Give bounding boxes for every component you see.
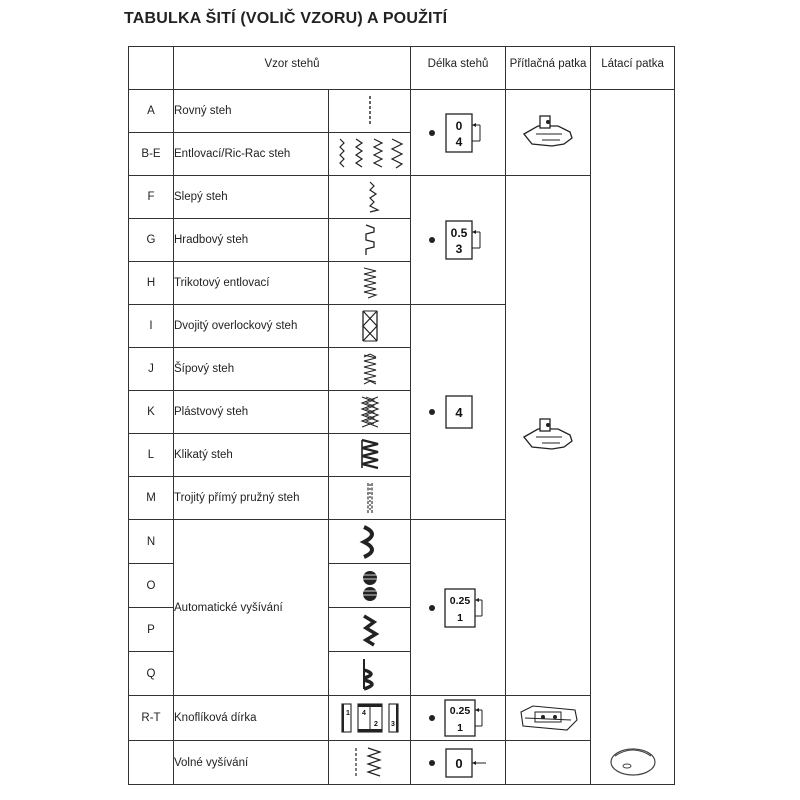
length-top-value: 0.25 [449,705,471,717]
stitch-cell [329,219,411,262]
stitch-cell [329,741,411,785]
length-cell [411,520,506,696]
satin-step-icon [358,656,382,692]
stitch-cell [329,520,411,564]
buttonhole-foot-cell [506,696,591,741]
buttonhole-step-label: 4 [361,710,366,717]
length-dial-icon [418,696,498,740]
table-row [129,90,675,133]
stitch-cell [329,348,411,391]
stitch-cell [329,564,411,608]
buttonhole-foot-icon [513,700,583,736]
length-cell [411,90,506,176]
row-letter: M [129,477,174,520]
row-name-group: Automatické vyšívání [174,520,329,696]
stitch-chart-table [128,46,675,785]
straight-stitch-icon [360,94,380,128]
stitch-cell [329,305,411,348]
row-letter: F [129,176,174,219]
darning-foot-column [591,90,675,785]
length-cell [411,741,506,785]
buttonhole-step-label: 1 [345,710,350,717]
row-letter: J [129,348,174,391]
length-top-value: 0.25 [449,594,471,607]
length-top-value: 0.5 [450,226,468,240]
buttonhole-icon [338,700,402,736]
triple-straight-icon [358,481,382,515]
row-letter: P [129,608,174,652]
row-name: Knoflíková dírka [174,696,329,741]
stitch-cell [329,434,411,477]
row-letter: H [129,262,174,305]
length-bottom-value: 4 [455,134,463,149]
header-presser-foot: Přítlačná patka [506,47,591,90]
satin-wave-icon [358,612,382,648]
row-name: Entlovací/Ric-Rac steh [174,133,329,176]
row-name: Trojitý přímý pružný steh [174,477,329,520]
length-bottom-value: 1 [457,722,463,734]
buttonhole-step-label: 3 [390,721,395,728]
header-length: Délka stehů [411,47,506,90]
presser-foot-cell [506,90,591,176]
row-name: Klikatý steh [174,434,329,477]
stitch-cell [329,90,411,133]
row-name: Trikotový entlovací [174,262,329,305]
length-cell [411,176,506,305]
honeycomb-stitch-icon [358,395,382,429]
length-dial-icon [418,108,498,158]
row-letter: Q [129,652,174,696]
row-letter: G [129,219,174,262]
stitch-cell [329,608,411,652]
stitch-cell [329,391,411,434]
row-letter: B-E [129,133,174,176]
double-overlock-icon [358,309,382,343]
length-bottom-value: 1 [457,611,463,624]
arrow-stitch-icon [358,352,382,386]
row-letter: K [129,391,174,434]
row-name: Šípový steh [174,348,329,391]
empty-foot-cell [506,741,591,785]
row-name: Plástvový steh [174,391,329,434]
crooked-stitch-icon [358,438,382,472]
header-letter-cell [129,47,174,90]
row-name: Hradbový steh [174,219,329,262]
header-pattern: Vzor stehů [174,47,411,90]
length-top-value: 0 [455,118,463,133]
zigzag-set-icon [332,137,408,171]
tricot-zigzag-icon [358,266,382,300]
presser-foot-icon [518,415,578,457]
row-letter: I [129,305,174,348]
presser-foot-cell [506,176,591,696]
stitch-cell [329,652,411,696]
row-name: Slepý steh [174,176,329,219]
free-motion-icon [348,745,392,781]
row-letter: R-T [129,696,174,741]
length-dial-icon [418,215,498,265]
length-dial-icon [418,743,498,783]
length-value: 4 [455,405,463,420]
header-darning-foot: Látací patka [591,47,675,90]
blind-stitch-icon [358,180,382,214]
page-title: TABULKA ŠITÍ (VOLIČ VZORU) A POUŽITÍ [124,10,448,27]
row-name: Volné vyšívání [174,741,329,785]
buttonhole-step-label: 2 [373,721,378,728]
row-letter [129,741,174,785]
length-bottom-value: 3 [455,242,463,256]
header-row [129,47,675,90]
row-letter: L [129,434,174,477]
row-letter: O [129,564,174,608]
length-dial-icon [418,583,498,633]
satin-oval-icon [358,568,382,604]
stitch-cell [329,133,411,176]
darning-foot-icon [591,740,675,784]
stitch-cell [329,262,411,305]
stitch-cell [329,477,411,520]
stitch-cell [329,696,411,741]
length-cell [411,305,506,520]
row-name: Rovný steh [174,90,329,133]
length-cell [411,696,506,741]
row-letter: A [129,90,174,133]
length-dial-icon [418,390,498,434]
presser-foot-icon [518,112,578,154]
row-name: Dvojitý overlockový steh [174,305,329,348]
length-value: 0 [455,755,463,771]
row-letter: N [129,520,174,564]
rampart-stitch-icon [358,223,382,257]
satin-crescent-icon [358,524,382,560]
stitch-cell [329,176,411,219]
